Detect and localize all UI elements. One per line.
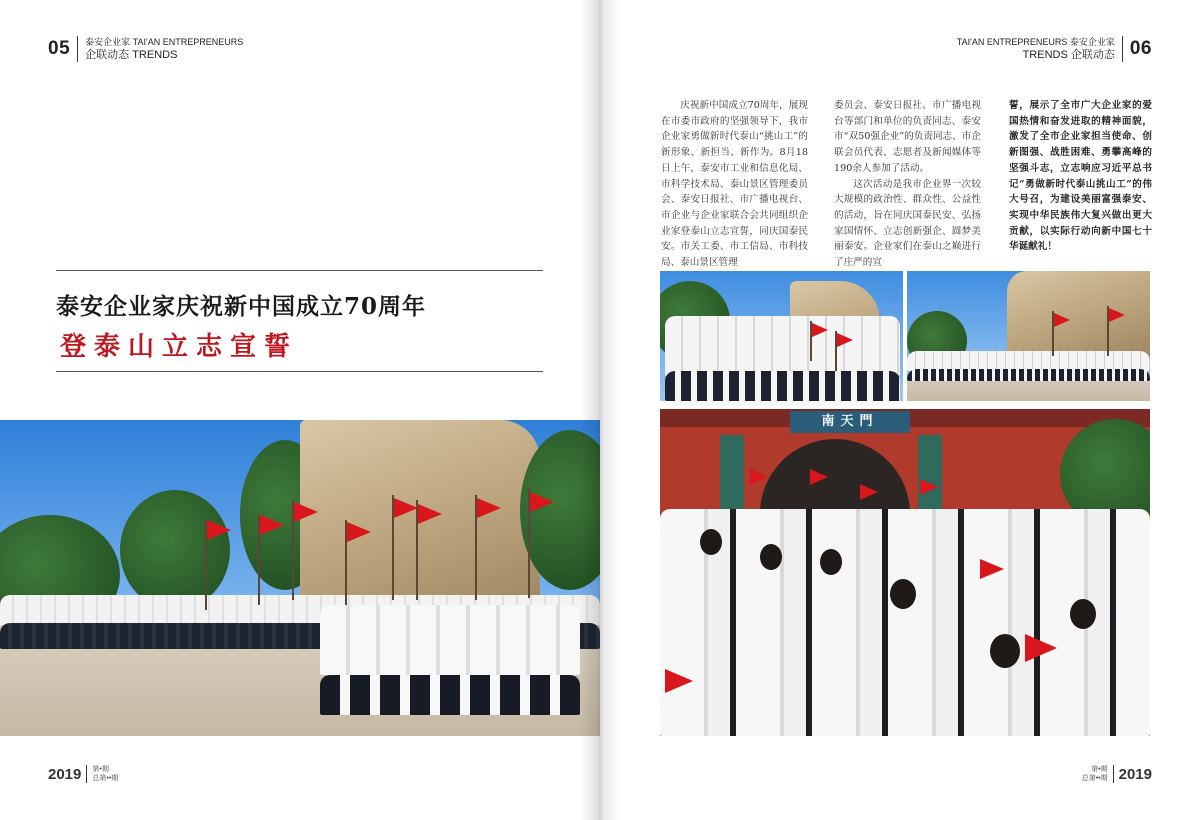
red-flag bbox=[1054, 313, 1070, 327]
right-page bbox=[600, 0, 1200, 820]
photo-group-at-rock-inscriptions bbox=[0, 420, 600, 736]
red-flag bbox=[1025, 634, 1057, 662]
red-flag bbox=[260, 515, 284, 535]
right-page-header bbox=[957, 36, 1152, 62]
article-paragraph-1-cont: 委员会、泰安日报社、市广播电视台等部门和单位的负责同志、泰安市“双50强企业”的负责同志、市企联会员代表、志愿者及新闻媒体等190余人参加了活动。 bbox=[834, 100, 981, 174]
red-flag bbox=[394, 498, 418, 518]
red-flag bbox=[810, 469, 828, 485]
article-paragraph-1: 庆祝新中国成立70周年，展现在市委市政府的坚强领导下，我市企业家勇做新时代泰山“挑山工”的新形象、新担当、新作为。8月18日上午，泰安市工业和信息化局、市科学技术局、泰山景区管理委员会、泰安日报社、市广播电视台、市企业与企业家联合会共同组织企业家登泰山立志宣誓，同庆国泰民安。市关工委、市工信局、市科技局、泰山景区管理 bbox=[661, 100, 808, 269]
photo-crowd-at-south-heaven-gate bbox=[660, 409, 1150, 736]
red-flag bbox=[347, 522, 371, 542]
magazine-name: 泰安企业家 TAI'AN ENTREPRENEURS bbox=[85, 37, 244, 47]
title-rule-bottom bbox=[56, 371, 543, 372]
red-flag bbox=[665, 669, 693, 693]
red-flag bbox=[207, 520, 231, 540]
footer-year: 2019 bbox=[48, 765, 82, 783]
left-page-footer bbox=[48, 765, 118, 783]
article-paragraph-2-cont: 誓，展示了全市广大企业家的爱国热情和奋发进取的精神面貌，激发了全市企业家担当使命、创新图强、战胜困难、勇攀高峰的坚强斗志，立志响应习近平总书记“勇做新时代泰山挑山工”的伟大号召，为建设美丽富强泰安、实现中华民族伟大复兴做出更大贡献，以实际行动向新中国七十华诞献礼！ bbox=[1009, 100, 1152, 253]
red-flag bbox=[1109, 308, 1125, 322]
footer-year: 2019 bbox=[1118, 765, 1152, 783]
footer-total-issue: 总第••期 bbox=[92, 775, 119, 782]
article-column-2 bbox=[834, 98, 981, 271]
red-flag bbox=[812, 323, 828, 337]
right-page-footer bbox=[1082, 765, 1152, 783]
article-subtitle: 登泰山立志宣誓 bbox=[60, 332, 299, 362]
header-divider bbox=[1122, 36, 1123, 62]
red-flag bbox=[920, 479, 938, 495]
section-name: TRENDS 企联动态 bbox=[1022, 49, 1115, 61]
article-title: 泰安企业家庆祝新中国成立70周年 bbox=[56, 293, 427, 320]
title-rule-top bbox=[56, 270, 543, 271]
article-column-3 bbox=[1009, 98, 1152, 255]
magazine-name: TAI'AN ENTREPRENEURS 泰安企业家 bbox=[956, 37, 1115, 47]
photo-group-with-flags-at-stele bbox=[660, 271, 903, 401]
red-flag bbox=[980, 559, 1004, 579]
red-flag bbox=[837, 333, 853, 347]
left-page-header bbox=[48, 36, 243, 62]
article-paragraph-2: 这次活动是我市企业界一次较大规模的政治性、群众性、公益性的活动，旨在同庆国泰民安、弘扬家国情怀、立志创新强企、圆梦美丽泰安。企业家们在泰山之巅进行了庄严的宣 bbox=[834, 178, 981, 269]
footer-issue: 第•期 bbox=[1091, 766, 1108, 773]
red-flag bbox=[477, 498, 501, 518]
footer-issue: 第•期 bbox=[92, 766, 109, 773]
page-number: 05 bbox=[48, 38, 71, 59]
article-column-1 bbox=[661, 98, 808, 271]
footer-total-issue: 总第••期 bbox=[1081, 775, 1108, 782]
gate-signboard: 南天門 bbox=[790, 411, 910, 433]
red-flag bbox=[418, 504, 442, 524]
red-flag bbox=[750, 469, 768, 485]
red-flag bbox=[860, 484, 878, 500]
section-name: 企联动态 TRENDS bbox=[85, 49, 178, 61]
photo-group-line-at-cliff bbox=[907, 271, 1150, 401]
red-flag bbox=[294, 502, 318, 522]
red-flag bbox=[530, 492, 554, 512]
header-divider bbox=[77, 36, 78, 62]
page-number: 06 bbox=[1129, 38, 1152, 59]
